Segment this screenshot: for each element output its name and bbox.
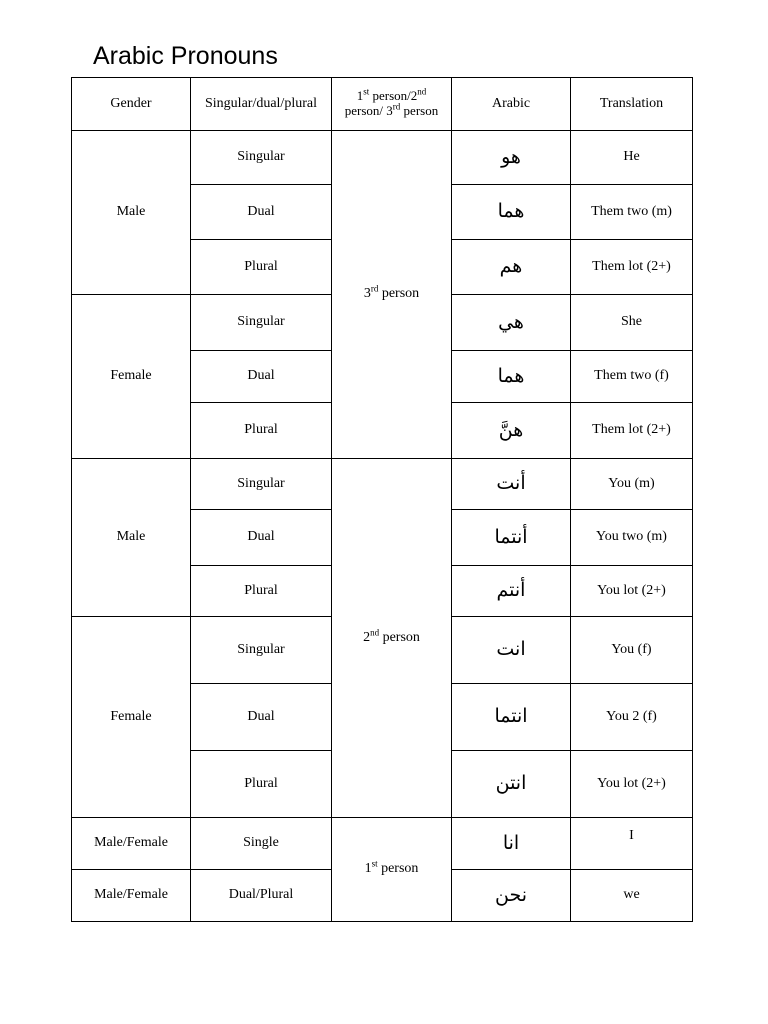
number-cell: Dual/Plural xyxy=(191,870,332,922)
arabic-cell: أنتم xyxy=(452,566,571,617)
number-cell: Plural xyxy=(191,240,332,295)
person-cell: 3rd person xyxy=(332,131,452,459)
number-cell: Dual xyxy=(191,510,332,566)
translation-cell: You (f) xyxy=(571,617,693,684)
table-row xyxy=(72,131,693,185)
translation-cell: I xyxy=(571,818,693,870)
translation-cell: He xyxy=(571,131,693,185)
arabic-cell: أنتما xyxy=(452,510,571,566)
translation-cell: Them two (f) xyxy=(571,351,693,403)
translation-cell: You (m) xyxy=(571,459,693,510)
translation-cell: You lot (2+) xyxy=(571,751,693,818)
header-gender: Gender xyxy=(72,78,191,131)
number-cell: Dual xyxy=(191,351,332,403)
arabic-cell: انتما xyxy=(452,684,571,751)
number-cell: Plural xyxy=(191,751,332,818)
table-row xyxy=(72,459,693,510)
gender-cell: Male/Female xyxy=(72,870,191,922)
arabic-cell: هما xyxy=(452,185,571,240)
number-cell: Singular xyxy=(191,617,332,684)
arabic-cell: أنت xyxy=(452,459,571,510)
gender-cell: Male xyxy=(72,459,191,617)
gender-cell: Female xyxy=(72,295,191,459)
table-row xyxy=(72,818,693,870)
gender-cell: Male/Female xyxy=(72,818,191,870)
header-translation: Translation xyxy=(571,78,693,131)
header-arabic: Arabic xyxy=(452,78,571,131)
translation-cell: You lot (2+) xyxy=(571,566,693,617)
arabic-cell: انتن xyxy=(452,751,571,818)
number-cell: Singular xyxy=(191,295,332,351)
header-row xyxy=(72,78,693,131)
number-cell: Plural xyxy=(191,566,332,617)
number-cell: Plural xyxy=(191,403,332,459)
translation-cell: we xyxy=(571,870,693,922)
number-cell: Single xyxy=(191,818,332,870)
pronoun-table xyxy=(71,77,693,922)
translation-cell: Them two (m) xyxy=(571,185,693,240)
arabic-cell: نحن xyxy=(452,870,571,922)
arabic-cell: هم xyxy=(452,240,571,295)
arabic-cell: انا xyxy=(452,818,571,870)
gender-cell: Female xyxy=(72,617,191,818)
translation-cell: She xyxy=(571,295,693,351)
translation-cell: Them lot (2+) xyxy=(571,403,693,459)
number-cell: Dual xyxy=(191,185,332,240)
number-cell: Dual xyxy=(191,684,332,751)
arabic-cell: هما xyxy=(452,351,571,403)
header-number: Singular/dual/plural xyxy=(191,78,332,131)
arabic-cell: انت xyxy=(452,617,571,684)
translation-cell: You two (m) xyxy=(571,510,693,566)
arabic-cell: هنَّ xyxy=(452,403,571,459)
header-person: 1st person/2nd person/ 3rd person xyxy=(332,78,452,131)
translation-cell: Them lot (2+) xyxy=(571,240,693,295)
translation-cell: You 2 (f) xyxy=(571,684,693,751)
number-cell: Singular xyxy=(191,131,332,185)
person-cell: 1st person xyxy=(332,818,452,922)
arabic-cell: هو xyxy=(452,131,571,185)
gender-cell: Male xyxy=(72,131,191,295)
person-cell: 2nd person xyxy=(332,459,452,818)
number-cell: Singular xyxy=(191,459,332,510)
arabic-cell: هي xyxy=(452,295,571,351)
page-title: Arabic Pronouns xyxy=(93,42,278,70)
